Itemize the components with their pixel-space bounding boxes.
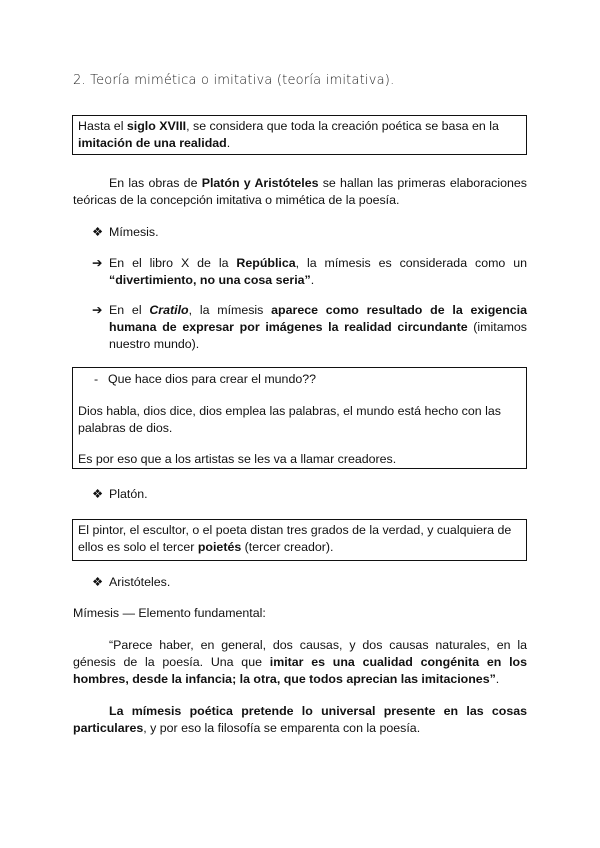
- poietes-text: El pintor, el escultor, o el poeta distan tres grados de la verdad, y cualquiera de ellos es solo el tercer: [78, 523, 512, 554]
- creation-question: Que hace dios para crear el mundo??: [108, 372, 317, 386]
- arrow-item-republica-text: [109, 255, 527, 289]
- final-paragraph: [73, 703, 527, 737]
- bullet-mimesis-label: Mímesis.: [109, 225, 159, 239]
- bullet-mimesis: [92, 224, 527, 241]
- republica-text: En el libro X de la: [109, 256, 237, 270]
- creation-box: [72, 367, 527, 469]
- arrow-bullet-icon: ➔: [92, 256, 103, 270]
- republica-quote-bold: “divertimiento, no una cosa seria”: [109, 273, 311, 287]
- cratilo-text-3: (imitamos nuestro mundo).: [109, 320, 528, 351]
- section-heading: 2. Teoría mimética o imitativa (teoría imitativa).: [73, 73, 395, 88]
- poietes-text-2: (tercer creador).: [241, 540, 334, 554]
- quote-bold: imitar es una cualidad congénita en los hombres, desde la infancia; la otra, que todos aprecian las imitaciones”: [73, 655, 527, 686]
- diamond-bullet-icon: ❖: [92, 575, 104, 589]
- intro-text: Hasta el: [78, 119, 127, 133]
- mimesis-element-line: Mímesis — Elemento fundamental:: [73, 606, 266, 620]
- arrow-bullet-icon: ➔: [92, 303, 103, 317]
- bullet-aristoteles: [92, 574, 527, 591]
- republica-text-3: .: [310, 273, 315, 287]
- bullet-platon-label: Platón.: [109, 487, 148, 501]
- aristotle-quote: [73, 637, 527, 688]
- diamond-bullet-icon: ❖: [92, 487, 104, 501]
- final-bold: La mímesis poética pretende lo universal presente en las cosas particulares: [73, 704, 527, 735]
- final-text: , y por eso la filosofía se emparenta con la poesía.: [143, 721, 421, 735]
- creation-conclusion: Es por eso que a los artistas se les va a llamar creadores.: [78, 452, 397, 466]
- paragraph-text: En las obras de: [109, 176, 202, 190]
- bullet-platon: [92, 486, 527, 503]
- dash-bullet: -: [94, 372, 99, 386]
- paragraph-text-2: se hallan las primeras elaboraciones teóricas de la concepción imitativa o mimética de la poesía.: [73, 176, 527, 207]
- arrow-item-republica: [92, 255, 527, 289]
- arrow-item-cratilo-text: [109, 302, 527, 353]
- cratilo-bold: aparece como resultado de la exigencia humana de expresar por imágenes la realidad circundante: [109, 303, 527, 334]
- quote-text: “Parece haber, en general, dos causas, y dos causas naturales, en la génesis de la poesía. Una que: [73, 638, 527, 669]
- bullet-aristoteles-label: Aristóteles.: [109, 575, 171, 589]
- poietes-box: [72, 519, 527, 561]
- platon-aristoteles-paragraph: [73, 175, 527, 209]
- paragraph-bold-authors: Platón y Aristóteles: [201, 176, 319, 190]
- republica-bold: República: [236, 256, 296, 270]
- intro-box: [72, 115, 527, 155]
- creation-question-line: [78, 371, 521, 388]
- arrow-item-cratilo: [92, 302, 527, 353]
- diamond-bullet-icon: ❖: [92, 225, 104, 239]
- intro-text-2: , se considera que toda la creación poética se basa en la: [186, 119, 499, 133]
- poietes-bold: poietés: [197, 540, 242, 554]
- republica-text-2: , la mímesis es considerada como un: [295, 256, 527, 270]
- intro-text-3: .: [226, 136, 231, 150]
- cratilo-title: Cratilo: [149, 303, 189, 317]
- quote-text-2: .: [495, 672, 500, 686]
- cratilo-text: En el: [109, 303, 150, 317]
- cratilo-text-2: , la mímesis: [188, 303, 272, 317]
- intro-bold-imitation: imitación de una realidad: [78, 136, 227, 150]
- intro-bold-century: siglo XVIII: [126, 119, 187, 133]
- creation-answer: Dios habla, dios dice, dios emplea las palabras, el mundo está hecho con las palabras de dios.: [78, 404, 501, 435]
